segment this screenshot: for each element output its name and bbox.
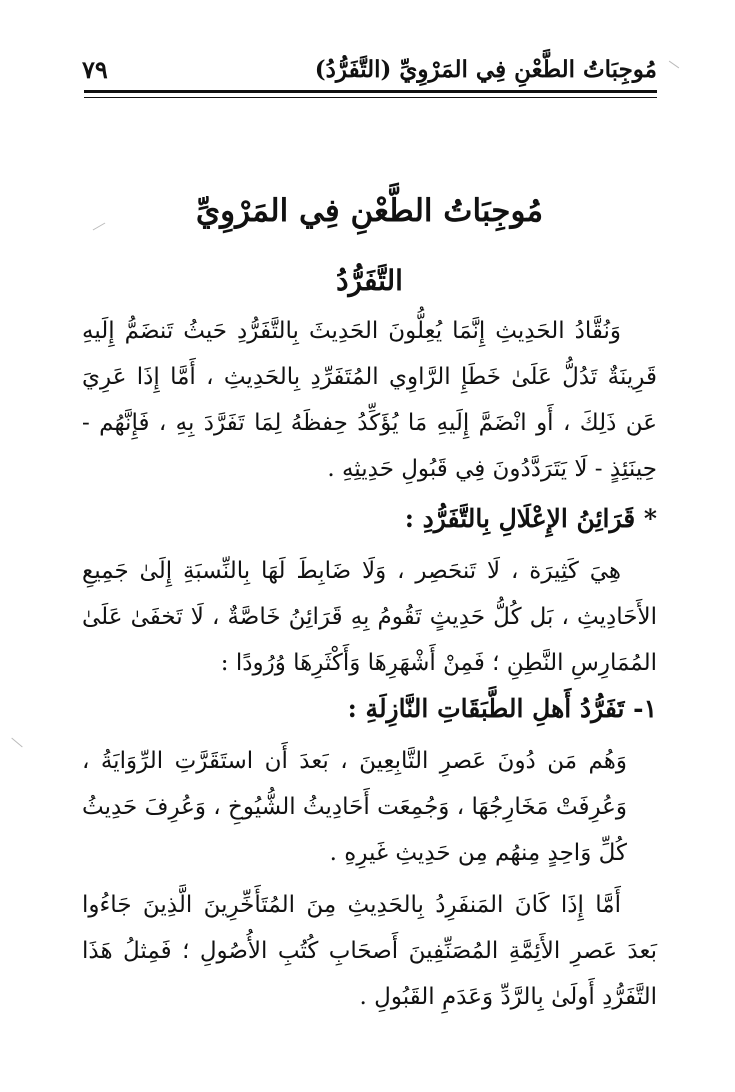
running-title: مُوجِبَاتُ الطَّعْنِ فِي المَرْوِيِّ (التَّفَرُّدُ)	[314, 56, 657, 83]
header-rule-thick	[84, 90, 657, 93]
header-rule-thin	[84, 97, 657, 98]
paragraph-3: وَهُم مَن دُونَ عَصرِ التَّابِعِينَ ، بَعدَ أَن استَقَرَّتِ الرِّوَايَةُ ، وَعُرِفَتْ مَخَارِجُهَا ، وَجُمِعَت أَحَادِيثُ الشُّيُوخِ ، وَعُرِفَ حَدِيثُ كُلِّ وَاحِدٍ مِنهُم مِن حَدِيثِ غَيرِهِ .	[82, 748, 627, 866]
paragraph-2: هِيَ كَثِيرَة ، لَا تَنحَصِر ، وَلَا ضَابِطَ لَهَا بِالنِّسبَةِ إِلَىٰ جَمِيعِ الأَحَادِيثِ ، بَل كُلُّ حَدِيثٍ تَقُومُ بِهِ قَرَائِنُ خَاصَّةٌ ، لَا تَخفَىٰ عَلَىٰ المُمَارِسِ النَّطِنِ ؛ فَمِنْ أَشْهَرِهَا وَأَكْثَرِهَا وُرُودًا :	[82, 558, 657, 676]
section-title: التَّفَرُّدُ	[336, 264, 403, 297]
page-number: ٧٩	[82, 55, 108, 84]
chapter-title: مُوجِبَاتُ الطَّعْنِ فِي المَرْوِيِّ	[195, 193, 544, 229]
heading-tafarrud-nazila: ١- تَفَرُّدُ أَهلِ الطَّبَقَاتِ النَّازِلَةِ :	[347, 694, 657, 723]
running-header	[82, 52, 657, 88]
scan-mark	[11, 738, 22, 748]
paragraph-1: وَنُقَّادُ الحَدِيثِ إِنَّمَا يُعِلُّونَ الحَدِيثَ بِالتَّفَرُّدِ حَيثُ تَنضَمُّ إِلَيهِ قَرِينَةٌ تَدُلُّ عَلَىٰ خَطَإِ الرَّاوِي المُتَفَرِّدِ بِالحَدِيثِ ، أَمَّا إِذَا عَرِيَ عَن ذَلِكَ ، أَو انْضَمَّ إِلَيهِ مَا يُؤَكِّدُ حِفظَهُ لِمَا تَفَرَّدَ بِهِ ، فَإِنَّهُم - حِينَئِذٍ - لَا يَتَرَدَّدُونَ فِي قَبُولِ حَدِيثِهِ .	[82, 318, 657, 482]
scan-mark	[669, 61, 679, 69]
paragraph-4: أَمَّا إِذَا كَانَ المَنفَرِدُ بِالحَدِيثِ مِنَ المُتَأَخِّرِينَ الَّذِينَ جَاءُوا بَعدَ عَصرِ الأَئِمَّةِ المُصَنِّفِينَ أَصحَابِ كُتُبِ الأُصُولِ ؛ فَمِثلُ هَذَا التَّفَرُّدِ أَولَىٰ بِالرَّدِّ وَعَدَمِ القَبُولِ .	[82, 892, 657, 1010]
heading-qarain: * قَرَائِنُ الإِعْلَالِ بِالتَّفَرُّدِ :	[404, 504, 657, 533]
